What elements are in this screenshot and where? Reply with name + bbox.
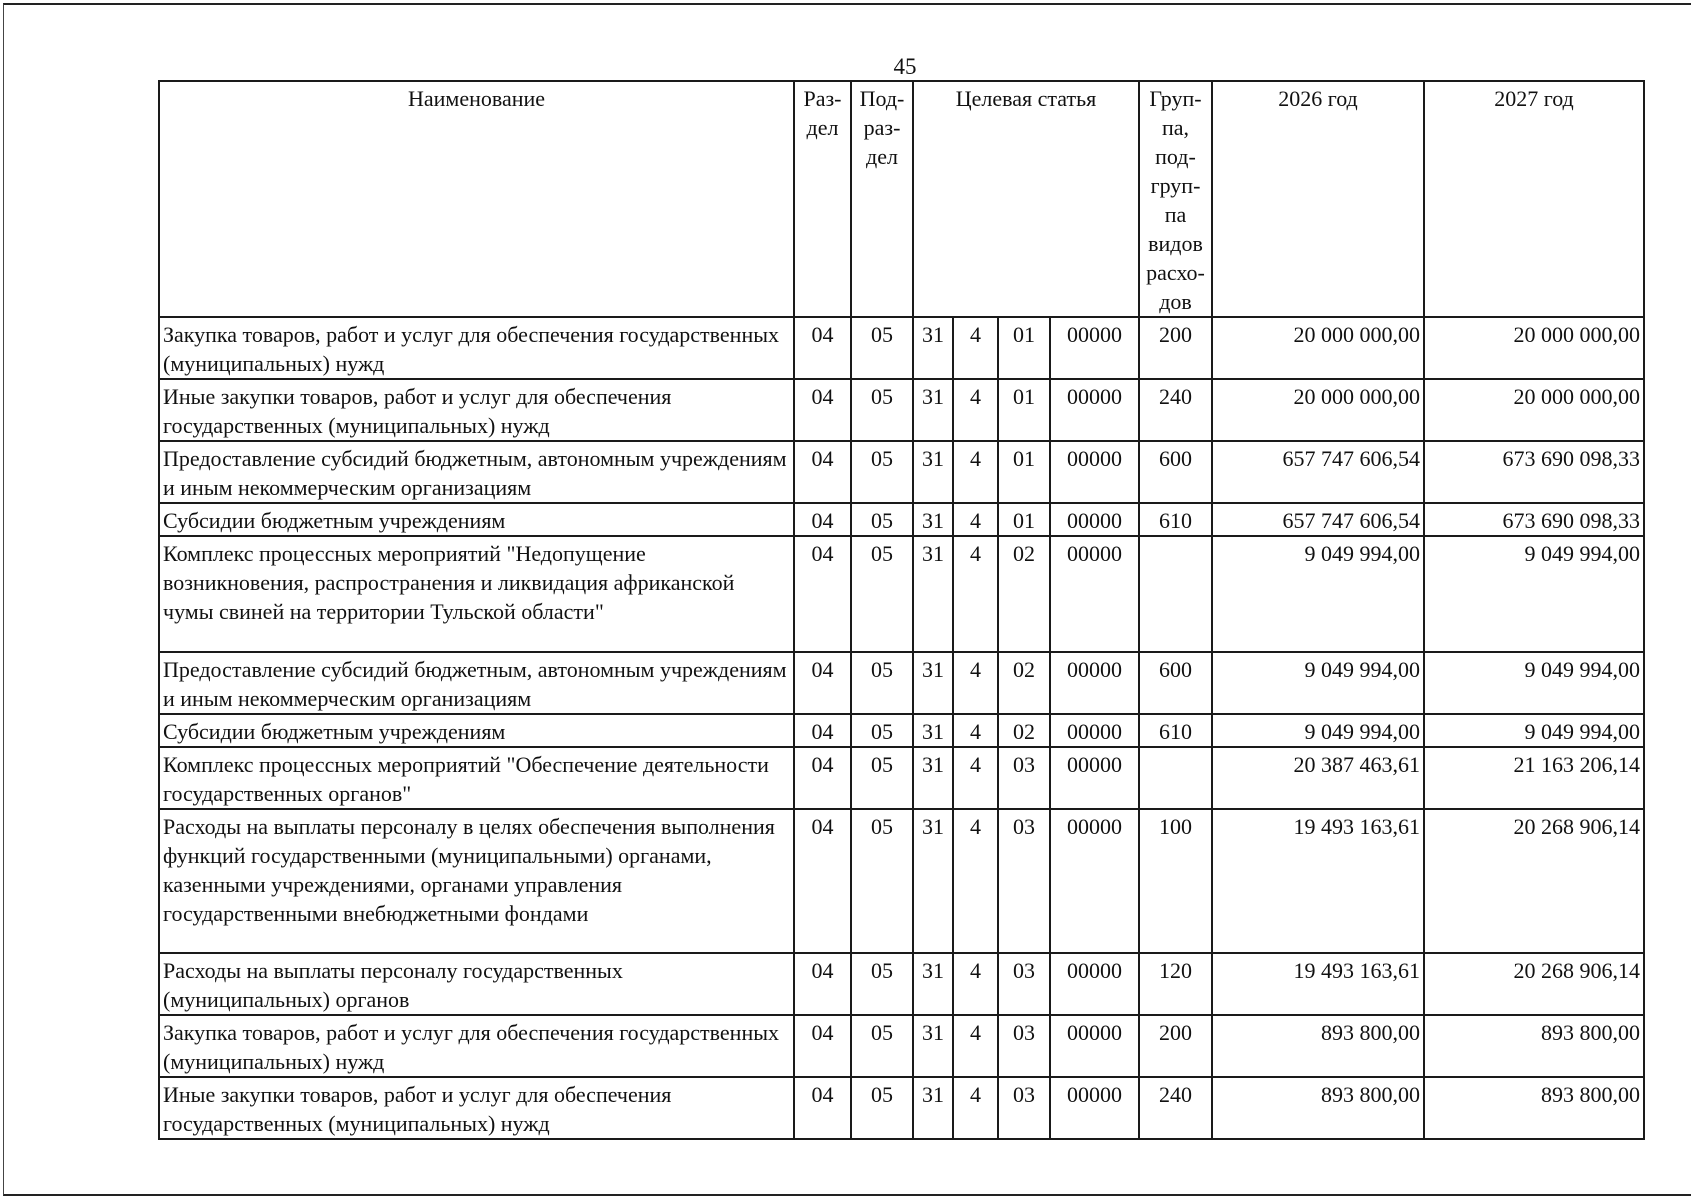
header-razdel-line: дел (806, 115, 839, 140)
row-target-direction: 00000 (1050, 441, 1139, 503)
row-name: Иные закупки товаров, работ и услуг для обеспечения государственных (муниципальных) нужд (159, 379, 794, 441)
row-amount-2026: 9 049 994,00 (1212, 536, 1424, 652)
row-target-complex: 03 (998, 953, 1050, 1015)
row-target-direction: 00000 (1050, 953, 1139, 1015)
table-row (159, 809, 1644, 953)
row-razdel: 04 (794, 714, 851, 747)
row-target-program: 31 (913, 953, 953, 1015)
row-amount-2026: 657 747 606,54 (1212, 441, 1424, 503)
row-expense-group: 240 (1139, 379, 1212, 441)
row-amount-2027: 9 049 994,00 (1424, 536, 1644, 652)
row-target-direction: 00000 (1050, 379, 1139, 441)
row-podrazdel: 05 (851, 317, 913, 379)
row-target-direction: 00000 (1050, 536, 1139, 652)
table-header-row (159, 81, 1644, 317)
row-name: Предоставление субсидий бюджетным, автономным учреждениям и иным некоммерческим организациям (159, 652, 794, 714)
table-row (159, 1077, 1644, 1139)
row-expense-group: 240 (1139, 1077, 1212, 1139)
row-target-type: 4 (953, 503, 998, 536)
header-group-line: видов (1148, 231, 1203, 256)
row-target-program: 31 (913, 809, 953, 953)
row-razdel: 04 (794, 1077, 851, 1139)
row-amount-2027: 20 000 000,00 (1424, 317, 1644, 379)
row-amount-2027: 673 690 098,33 (1424, 503, 1644, 536)
row-name: Субсидии бюджетным учреждениям (159, 714, 794, 747)
row-amount-2026: 20 000 000,00 (1212, 317, 1424, 379)
row-razdel: 04 (794, 379, 851, 441)
header-podrazdel-line: Под- (859, 86, 905, 111)
row-podrazdel: 05 (851, 536, 913, 652)
row-target-type: 4 (953, 652, 998, 714)
row-target-direction: 00000 (1050, 1077, 1139, 1139)
table-row (159, 747, 1644, 809)
row-expense-group: 120 (1139, 953, 1212, 1015)
row-amount-2027: 893 800,00 (1424, 1015, 1644, 1077)
row-target-type: 4 (953, 1015, 998, 1077)
row-target-direction: 00000 (1050, 652, 1139, 714)
row-amount-2026: 19 493 163,61 (1212, 809, 1424, 953)
row-target-type: 4 (953, 953, 998, 1015)
header-group-line: груп- (1150, 173, 1201, 198)
row-podrazdel: 05 (851, 379, 913, 441)
row-target-complex: 02 (998, 714, 1050, 747)
row-target-type: 4 (953, 317, 998, 379)
row-target-complex: 03 (998, 1077, 1050, 1139)
table-row (159, 536, 1644, 652)
row-name: Иные закупки товаров, работ и услуг для обеспечения государственных (муниципальных) нужд (159, 1077, 794, 1139)
row-amount-2027: 20 268 906,14 (1424, 809, 1644, 953)
row-target-direction: 00000 (1050, 317, 1139, 379)
header-podrazdel-line: дел (866, 144, 898, 169)
row-name: Предоставление субсидий бюджетным, автономным учреждениям и иным некоммерческим организациям (159, 441, 794, 503)
row-expense-group (1139, 747, 1212, 809)
row-podrazdel: 05 (851, 953, 913, 1015)
row-podrazdel: 05 (851, 1015, 913, 1077)
row-podrazdel: 05 (851, 714, 913, 747)
header-group-line: под- (1155, 144, 1196, 169)
row-target-type: 4 (953, 441, 998, 503)
row-target-direction: 00000 (1050, 714, 1139, 747)
row-amount-2026: 657 747 606,54 (1212, 503, 1424, 536)
header-name: Наименование (159, 81, 794, 317)
row-target-program: 31 (913, 652, 953, 714)
row-target-direction: 00000 (1050, 809, 1139, 953)
header-group-line: Груп- (1149, 86, 1202, 111)
row-target-program: 31 (913, 1015, 953, 1077)
row-target-type: 4 (953, 714, 998, 747)
row-amount-2026: 19 493 163,61 (1212, 953, 1424, 1015)
row-amount-2027: 9 049 994,00 (1424, 714, 1644, 747)
row-expense-group: 600 (1139, 441, 1212, 503)
header-group (1139, 81, 1212, 317)
table-row (159, 441, 1644, 503)
row-name: Расходы на выплаты персоналу государственных (муниципальных) органов (159, 953, 794, 1015)
header-group-line: дов (1159, 289, 1192, 314)
row-amount-2027: 20 000 000,00 (1424, 379, 1644, 441)
row-expense-group: 100 (1139, 809, 1212, 953)
row-name: Закупка товаров, работ и услуг для обеспечения государственных (муниципальных) нужд (159, 317, 794, 379)
row-expense-group: 200 (1139, 1015, 1212, 1077)
row-podrazdel: 05 (851, 652, 913, 714)
header-target: Целевая статья (913, 81, 1139, 317)
row-amount-2027: 21 163 206,14 (1424, 747, 1644, 809)
row-razdel: 04 (794, 747, 851, 809)
row-amount-2026: 20 387 463,61 (1212, 747, 1424, 809)
row-amount-2026: 9 049 994,00 (1212, 652, 1424, 714)
table-row (159, 317, 1644, 379)
row-target-complex: 02 (998, 652, 1050, 714)
row-amount-2026: 20 000 000,00 (1212, 379, 1424, 441)
row-target-type: 4 (953, 747, 998, 809)
row-razdel: 04 (794, 953, 851, 1015)
row-razdel: 04 (794, 317, 851, 379)
row-target-direction: 00000 (1050, 1015, 1139, 1077)
row-podrazdel: 05 (851, 809, 913, 953)
row-razdel: 04 (794, 652, 851, 714)
table-row (159, 503, 1644, 536)
row-name: Субсидии бюджетным учреждениям (159, 503, 794, 536)
row-target-type: 4 (953, 536, 998, 652)
table-row (159, 953, 1644, 1015)
row-target-program: 31 (913, 317, 953, 379)
header-razdel-line: Раз- (803, 86, 842, 111)
row-expense-group: 200 (1139, 317, 1212, 379)
header-group-line: па, (1161, 115, 1190, 140)
header-podrazdel (851, 81, 913, 317)
row-target-direction: 00000 (1050, 503, 1139, 536)
row-target-program: 31 (913, 379, 953, 441)
row-amount-2027: 893 800,00 (1424, 1077, 1644, 1139)
row-name: Комплекс процессных мероприятий "Недопущение возникновения, распространения и ликвидация африканской чумы свиней на территории Тульской области" (159, 536, 794, 652)
row-target-complex: 01 (998, 503, 1050, 536)
row-target-program: 31 (913, 714, 953, 747)
row-expense-group: 610 (1139, 714, 1212, 747)
row-target-direction: 00000 (1050, 747, 1139, 809)
table-row (159, 652, 1644, 714)
row-podrazdel: 05 (851, 1077, 913, 1139)
row-amount-2026: 893 800,00 (1212, 1015, 1424, 1077)
row-podrazdel: 05 (851, 747, 913, 809)
row-target-complex: 01 (998, 317, 1050, 379)
row-amount-2026: 893 800,00 (1212, 1077, 1424, 1139)
header-razdel (794, 81, 851, 317)
row-amount-2027: 20 268 906,14 (1424, 953, 1644, 1015)
table-row (159, 1015, 1644, 1077)
header-group-line: па (1164, 202, 1187, 227)
budget-table (158, 80, 1645, 1140)
row-podrazdel: 05 (851, 441, 913, 503)
row-target-type: 4 (953, 809, 998, 953)
row-target-type: 4 (953, 379, 998, 441)
row-target-program: 31 (913, 1077, 953, 1139)
row-amount-2026: 9 049 994,00 (1212, 714, 1424, 747)
row-target-complex: 01 (998, 441, 1050, 503)
row-razdel: 04 (794, 503, 851, 536)
row-razdel: 04 (794, 536, 851, 652)
row-target-complex: 02 (998, 536, 1050, 652)
row-amount-2027: 9 049 994,00 (1424, 652, 1644, 714)
row-target-program: 31 (913, 441, 953, 503)
row-target-type: 4 (953, 1077, 998, 1139)
row-target-complex: 03 (998, 1015, 1050, 1077)
table-row (159, 714, 1644, 747)
row-razdel: 04 (794, 809, 851, 953)
row-amount-2027: 673 690 098,33 (1424, 441, 1644, 503)
page-number: 45 (893, 54, 917, 79)
row-expense-group: 600 (1139, 652, 1212, 714)
row-target-complex: 01 (998, 379, 1050, 441)
table-row (159, 379, 1644, 441)
row-target-program: 31 (913, 747, 953, 809)
row-name: Расходы на выплаты персоналу в целях обеспечения выполнения функций государственными (муниципальными) органами, казенными учреждениями, органами управления государственными внебюджетными фондами (159, 809, 794, 953)
row-expense-group (1139, 536, 1212, 652)
header-year-2026: 2026 год (1212, 81, 1424, 317)
row-razdel: 04 (794, 441, 851, 503)
row-name: Комплекс процессных мероприятий "Обеспечение деятельности государственных органов" (159, 747, 794, 809)
row-target-complex: 03 (998, 747, 1050, 809)
row-podrazdel: 05 (851, 503, 913, 536)
header-podrazdel-line: раз- (863, 115, 901, 140)
row-target-program: 31 (913, 536, 953, 652)
row-razdel: 04 (794, 1015, 851, 1077)
row-target-complex: 03 (998, 809, 1050, 953)
header-group-line: расхо- (1146, 260, 1205, 285)
row-target-program: 31 (913, 503, 953, 536)
row-expense-group: 610 (1139, 503, 1212, 536)
row-name: Закупка товаров, работ и услуг для обеспечения государственных (муниципальных) нужд (159, 1015, 794, 1077)
header-year-2027: 2027 год (1424, 81, 1644, 317)
